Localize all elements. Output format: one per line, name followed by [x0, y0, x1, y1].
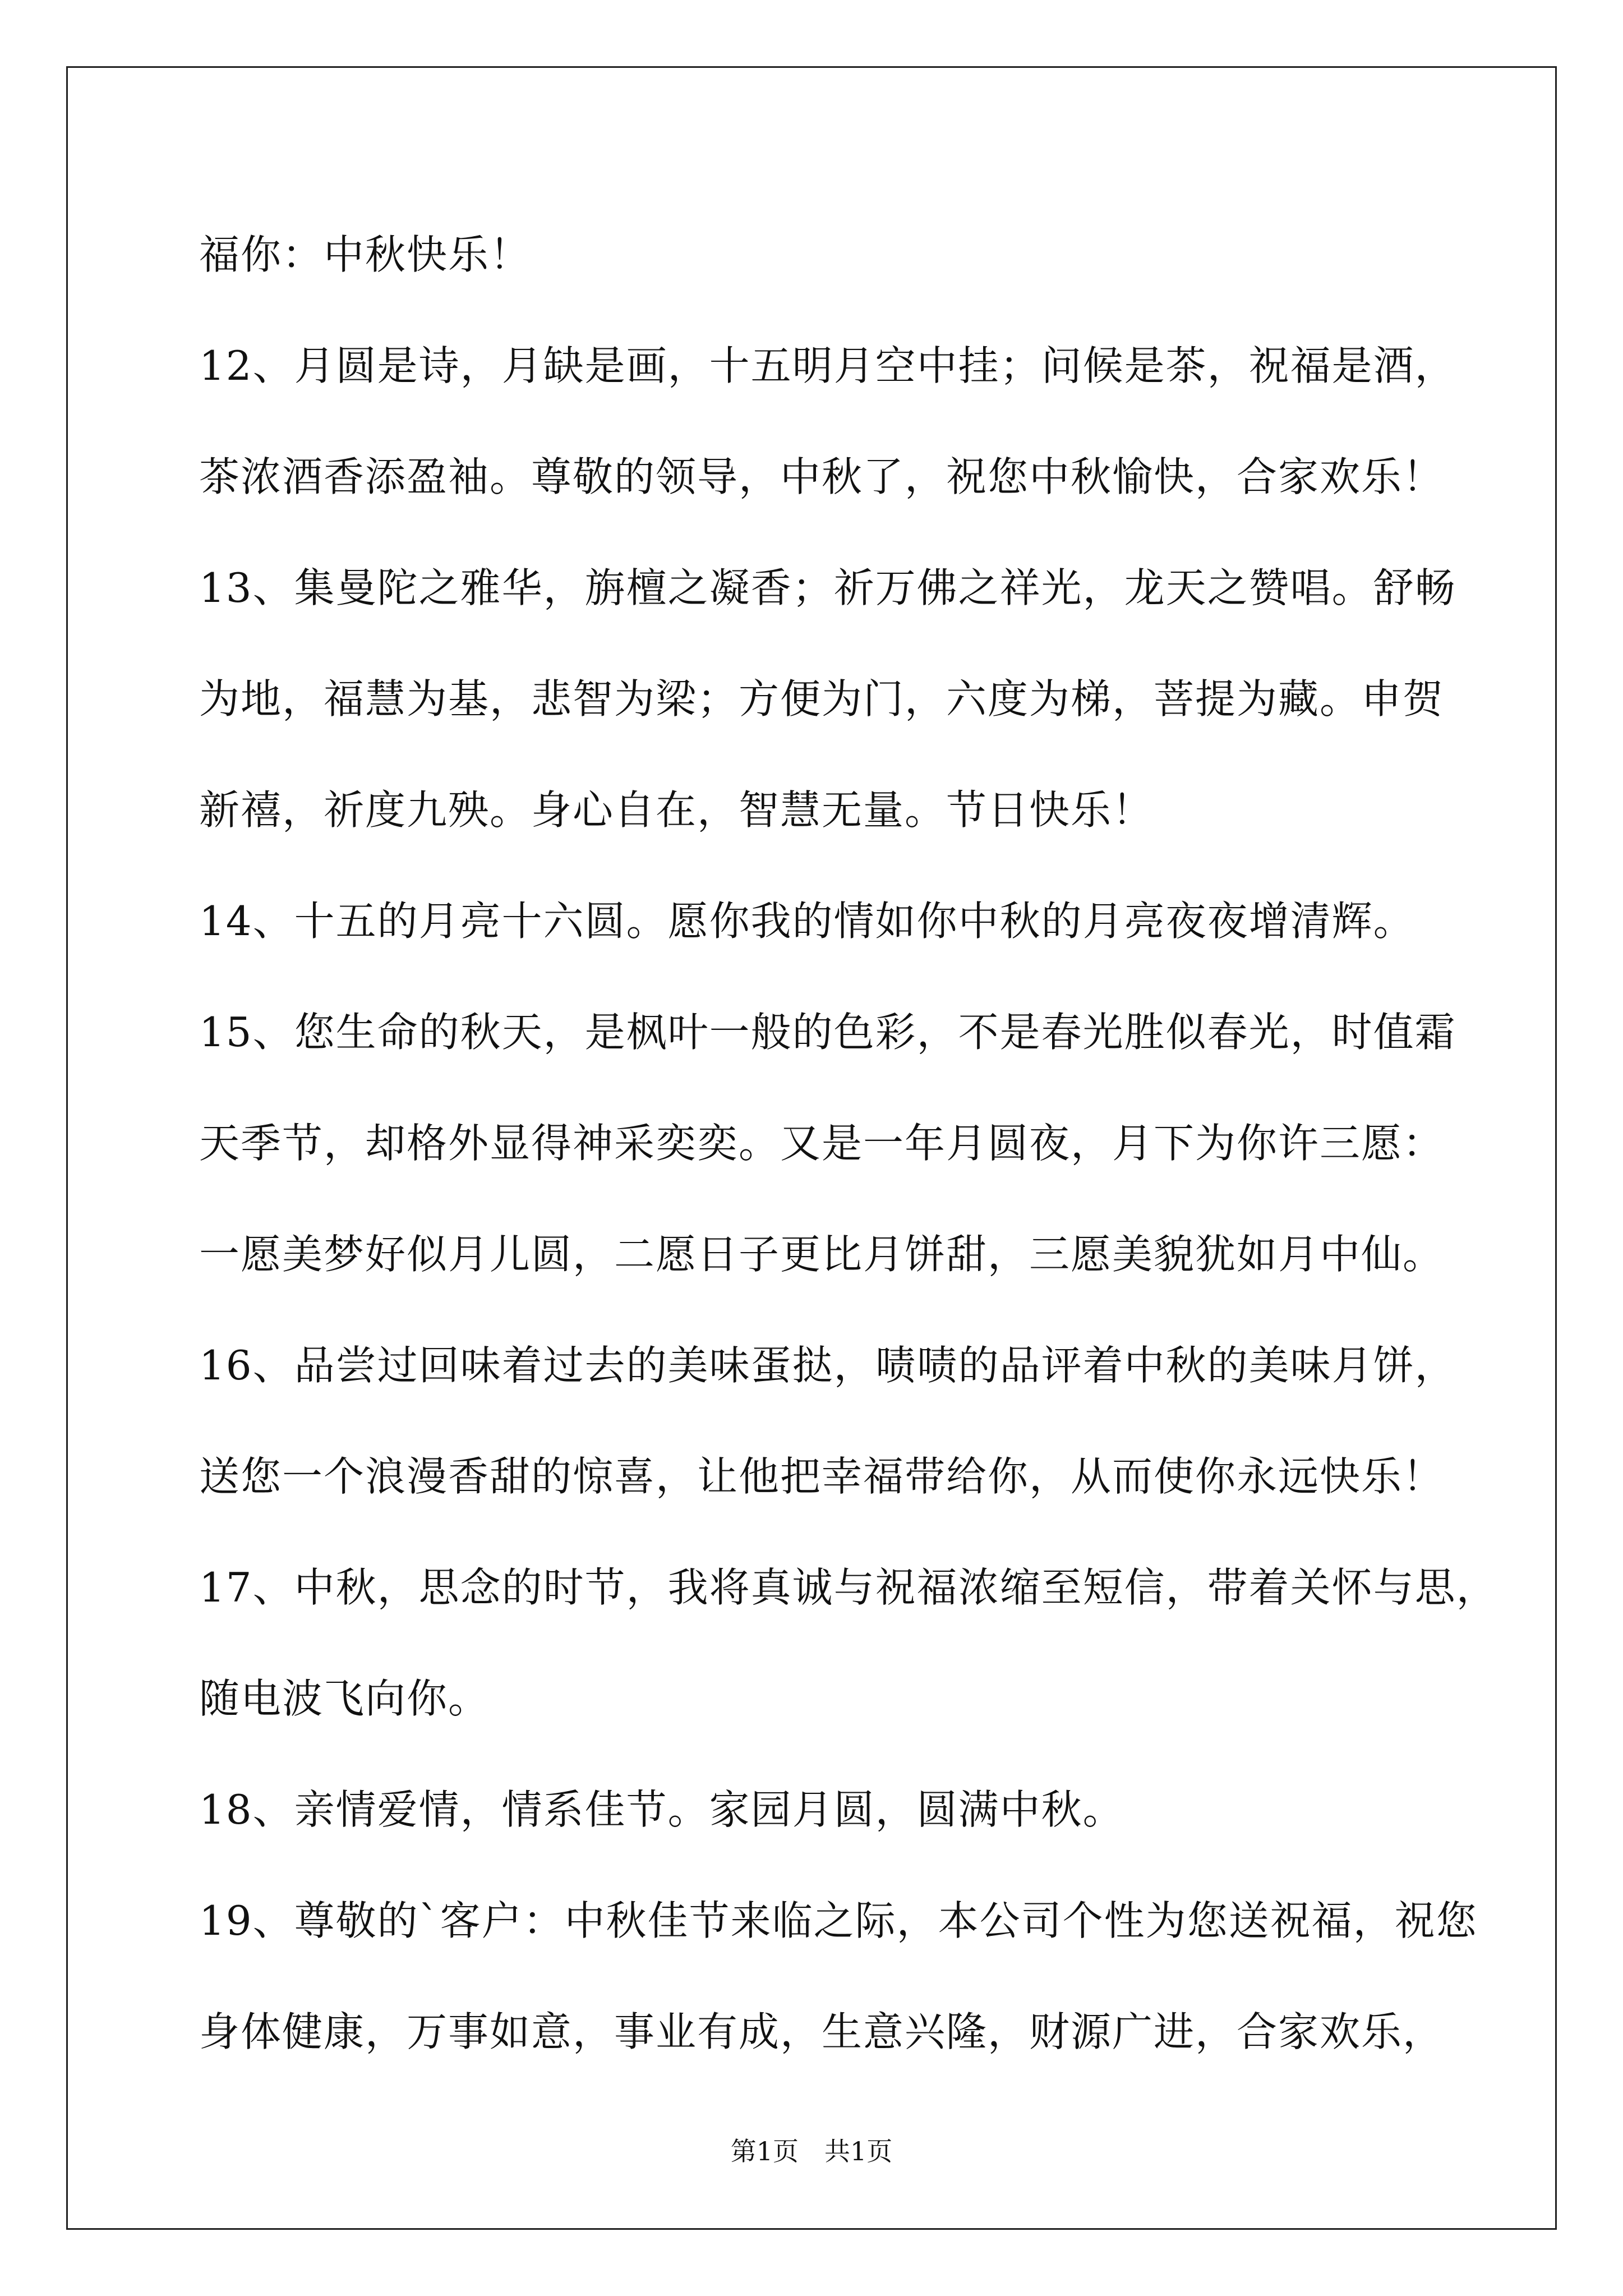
- text-line: 15、您生命的秋天，是枫叶一般的色彩，不是春光胜似春光，时值霜: [199, 1009, 1456, 1056]
- text-line: 13、集曼陀之雅华，旃檀之凝香；祈万佛之祥光，龙天之赞唱。舒畅: [199, 564, 1456, 611]
- text-line: 一愿美梦好似月儿圆，二愿日子更比月饼甜，三愿美貌犹如月中仙。: [199, 1231, 1445, 1278]
- text-line: 16、品尝过回味着过去的美味蛋挞，啧啧的品评着中秋的美味月饼，: [199, 1342, 1456, 1389]
- text-line: 19、尊敬的`客户：中秋佳节来临之际，本公司个性为您送祝福，祝您: [199, 1897, 1478, 1944]
- text-line: 17、中秋，思念的时节，我将真诚与祝福浓缩至短信，带着关怀与思，: [199, 1564, 1498, 1611]
- text-line: 新禧，祈度九殃。身心自在，智慧无量。节日快乐！: [199, 786, 1154, 834]
- text-line: 送您一个浪漫香甜的惊喜，让他把幸福带给你，从而使你永远快乐！: [199, 1453, 1445, 1500]
- text-line: 福你：中秋快乐！: [199, 231, 532, 278]
- text-line: 18、亲情爱情，情系佳节。家园月圆，圆满中秋。: [199, 1786, 1124, 1833]
- text-line: 随电波飞向你。: [199, 1675, 490, 1722]
- text-line: 身体健康，万事如意，事业有成，生意兴隆，财源广进，合家欢乐，: [199, 2008, 1445, 2055]
- page-number-footer: 第1页 共1页: [730, 2136, 893, 2166]
- text-line: 为地，福慧为基，悲智为梁；方便为门，六度为梯，菩提为藏。申贺: [199, 675, 1445, 723]
- text-line: 12、月圆是诗，月缺是画，十五明月空中挂；问候是茶，祝福是酒，: [199, 342, 1456, 389]
- text-line: 天季节，却格外显得神采奕奕。又是一年月圆夜，月下为你许三愿：: [199, 1120, 1445, 1167]
- document-body: [199, 222, 1498, 2110]
- text-line: 茶浓酒香添盈袖。尊敬的领导，中秋了，祝您中秋愉快，合家欢乐！: [199, 453, 1445, 500]
- text-line: 14、十五的月亮十六圆。愿你我的情如你中秋的月亮夜夜增清辉。: [199, 898, 1415, 945]
